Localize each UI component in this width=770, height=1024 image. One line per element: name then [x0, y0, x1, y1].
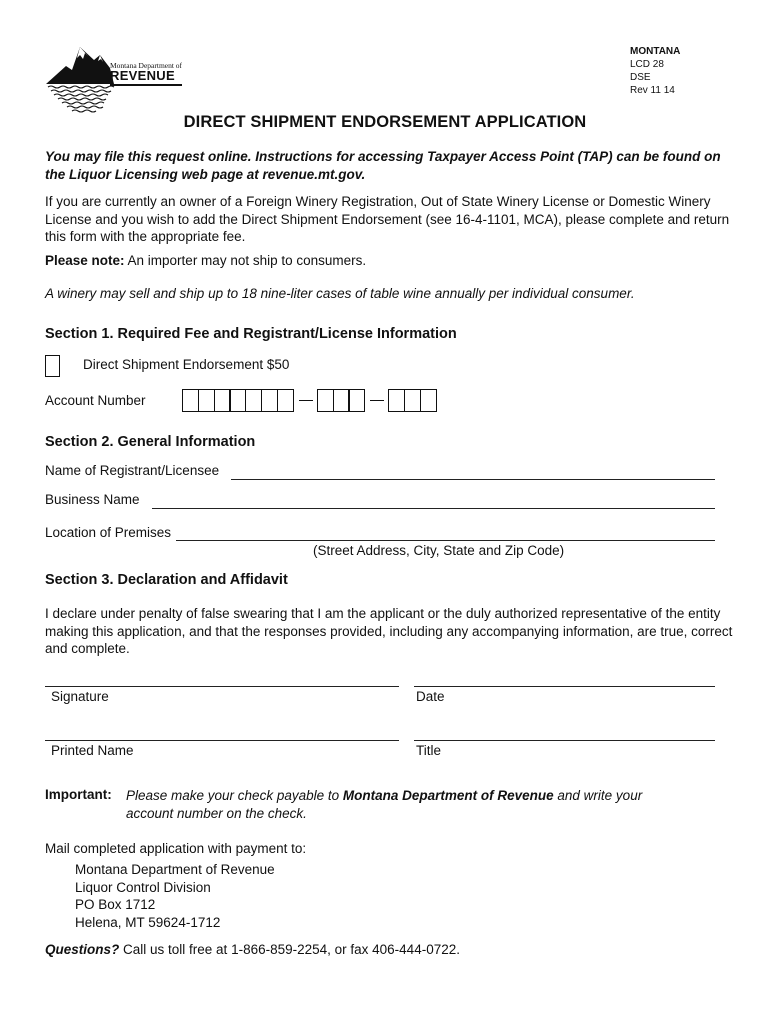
account-digit-box[interactable]: [388, 389, 405, 412]
date-label: Date: [416, 689, 445, 704]
important-text-3: account number on the check.: [126, 805, 307, 821]
account-number-label: Account Number: [45, 393, 146, 408]
logo-underline: [110, 84, 182, 86]
business-name-field[interactable]: [152, 508, 715, 509]
logo-department-text: Montana Department of: [110, 61, 183, 70]
shipping-limit-text: A winery may sell and ship up to 18 nine-liter cases of table wine annually per individual consumer.: [45, 286, 635, 301]
declaration-text: I declare under penalty of false swearing that I am the applicant or the duly authorized representative of the entity making this application, and that the responses provided, including any accompanying information, are true, correct and complete.: [45, 606, 733, 656]
mailing-line-2: Liquor Control Division: [75, 879, 211, 895]
section-2-heading: Section 2. General Information: [45, 434, 256, 450]
note-text: An importer may not ship to consumers.: [124, 253, 367, 268]
printed-name-field[interactable]: [45, 740, 399, 741]
account-number-field[interactable]: [182, 389, 436, 412]
section-3-heading: Section 3. Declaration and Affidavit: [45, 572, 288, 588]
form-lcd: LCD 28: [630, 59, 664, 70]
logo-revenue-text: REVENUE: [110, 68, 175, 83]
important-label: Important:: [45, 787, 112, 802]
account-digit-box[interactable]: [317, 389, 334, 412]
date-field[interactable]: [414, 686, 715, 687]
account-digit-box[interactable]: [261, 389, 278, 412]
account-separator: [370, 400, 384, 402]
endorsement-fee: $50: [266, 357, 290, 372]
account-separator: [299, 400, 313, 402]
endorsement-name: Direct Shipment Endorsement: [83, 357, 264, 372]
location-hint: (Street Address, City, State and Zip Code): [313, 543, 565, 558]
important-text: [126, 787, 642, 822]
mailing-intro: Mail completed application with payment to:: [45, 841, 307, 856]
form-code-block: [630, 45, 680, 97]
mailing-address: [75, 861, 275, 931]
account-digit-box[interactable]: [229, 389, 246, 412]
important-text-1: Please make your check payable to: [126, 788, 343, 803]
mailing-line-4: Helena, MT 59624-1712: [75, 914, 221, 930]
account-digit-box[interactable]: [245, 389, 262, 412]
account-digit-box[interactable]: [333, 389, 350, 412]
payee-name: Montana Department of Revenue: [342, 788, 554, 803]
account-digit-box[interactable]: [420, 389, 437, 412]
registrant-name-label: Name of Registrant/Licensee: [45, 463, 220, 478]
account-digit-box[interactable]: [182, 389, 199, 412]
location-field[interactable]: [176, 540, 715, 541]
important-text-2: and write your: [553, 788, 643, 803]
account-digit-box[interactable]: [404, 389, 421, 412]
questions-line: [45, 942, 460, 957]
business-name-label: Business Name: [45, 492, 140, 507]
signature-field[interactable]: [45, 686, 399, 687]
endorsement-label: [83, 357, 289, 372]
mailing-line-3: PO Box 1712: [75, 897, 156, 912]
registrant-name-field[interactable]: [231, 479, 715, 480]
account-digit-box[interactable]: [214, 389, 231, 412]
account-digit-box[interactable]: [277, 389, 294, 412]
direct-shipment-checkbox[interactable]: [45, 355, 60, 377]
note-label: Please note:: [45, 253, 125, 268]
account-digit-box[interactable]: [348, 389, 365, 412]
account-digit-box[interactable]: [198, 389, 215, 412]
eligibility-text: If you are currently an owner of a Foreign Winery Registration, Out of State Winery License or Domestic Winery License and you wish to add the Direct Shipment Endorsement (see 16-4-1101, MCA), please complete and return this form with the appropriate fee.: [45, 194, 730, 244]
page-title: DIRECT SHIPMENT ENDORSEMENT APPLICATION: [183, 113, 587, 131]
questions-text: Call us toll free at 1-866-859-2254, or fax 406-444-0722.: [119, 942, 460, 957]
title-field[interactable]: [414, 740, 715, 741]
online-notice: You may file this request online. Instructions for accessing Taxpayer Access Point (TAP) can be found on the Liquor Licensing web page at revenue.mt.gov.: [45, 149, 721, 182]
form-dse: DSE: [630, 72, 651, 83]
location-label: Location of Premises: [45, 525, 172, 540]
form-state: MONTANA: [630, 46, 681, 57]
mailing-line-1: Montana Department of Revenue: [75, 862, 275, 877]
questions-label: Questions?: [45, 942, 120, 957]
importer-note: [45, 252, 735, 270]
form-revision: Rev 11 14: [630, 85, 675, 96]
printed-name-label: Printed Name: [51, 743, 134, 758]
section-1-heading: Section 1. Required Fee and Registrant/License Information: [45, 326, 457, 342]
signature-label: Signature: [51, 689, 109, 704]
title-label: Title: [416, 743, 442, 758]
